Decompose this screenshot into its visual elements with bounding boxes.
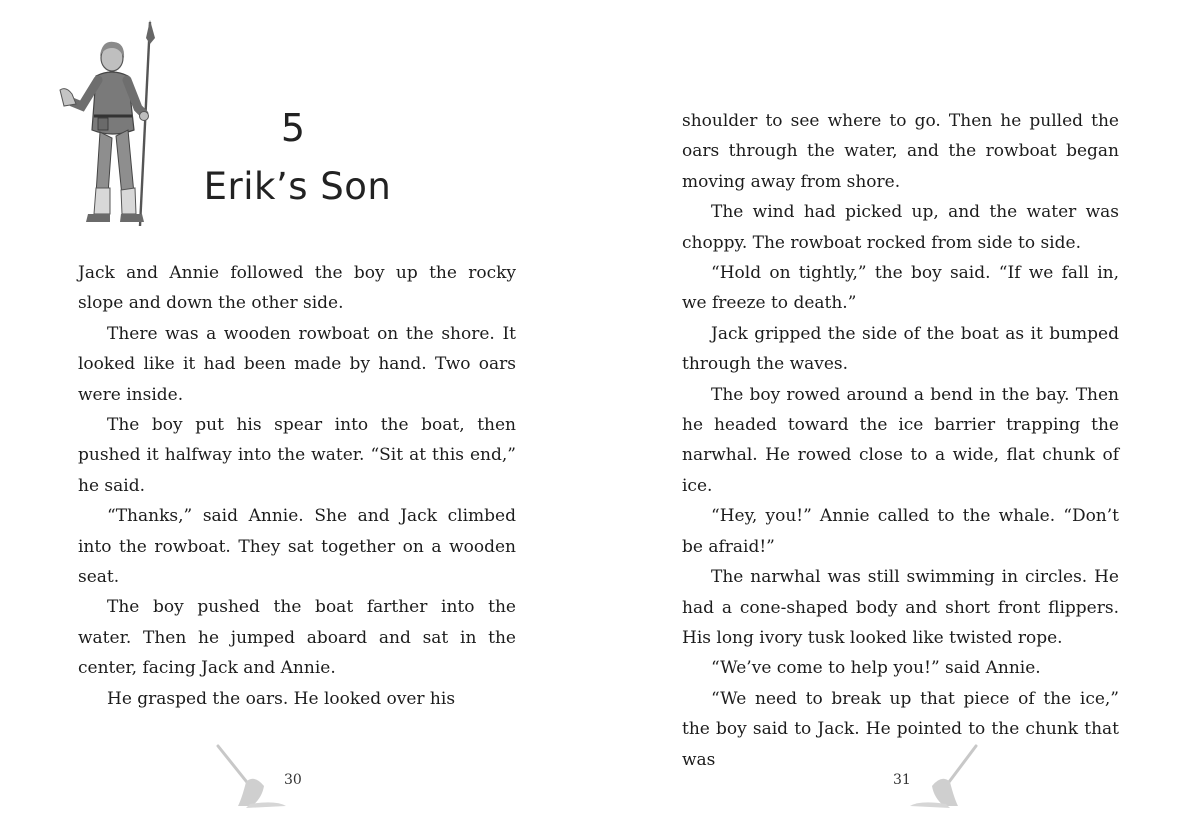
- paragraph: The boy pushed the boat farther into the water. Then he jumped aboard and sat in the center, facing Jack and Annie.: [78, 597, 516, 679]
- paragraph: “Hold on tightly,” the boy said. “If we fall in, we freeze to death.”: [682, 263, 1119, 314]
- narwhal-tail-icon: [216, 742, 326, 812]
- viking-boy-illustration-icon: [52, 18, 162, 230]
- paragraph: The boy rowed around a bend in the bay. Then he headed toward the ice barrier trapping the narwhal. He rowed close to a wide, flat chunk of ice.: [682, 384, 1119, 496]
- paragraph: He grasped the oars. He looked over his: [107, 688, 456, 709]
- chapter-title: Erik’s Son: [203, 165, 392, 208]
- right-page-body: [682, 106, 1119, 775]
- right-folio: [880, 742, 990, 812]
- paragraph: The boy put his spear into the boat, then pushed it halfway into the water. “Sit at this end,” he said.: [78, 415, 516, 496]
- paragraph: shoulder to see where to go. Then he pulled the oars through the water, and the rowboat began moving away from shore.: [682, 111, 1119, 192]
- paragraph: There was a wooden rowboat on the shore. It looked like it had been made by hand. Two oars were inside.: [78, 323, 516, 405]
- paragraph: The narwhal was still swimming in circles. He had a cone-shaped body and short front flippers. His long ivory tusk looked like twisted rope.: [682, 567, 1119, 648]
- left-folio: [216, 742, 326, 812]
- paragraph: The wind had picked up, and the water was choppy. The rowboat rocked from side to side.: [682, 202, 1119, 253]
- page-number: 30: [284, 772, 302, 788]
- page-number: 31: [893, 772, 911, 788]
- left-page-body: [78, 258, 516, 714]
- paragraph: Jack and Annie followed the boy up the rocky slope and down the other side.: [78, 263, 516, 314]
- paragraph: “Thanks,” said Annie. She and Jack climbed into the rowboat. They sat together on a wooden seat.: [78, 506, 516, 588]
- paragraph: Jack gripped the side of the boat as it bumped through the waves.: [682, 323, 1119, 375]
- paragraph: “We’ve come to help you!” said Annie.: [711, 658, 1041, 679]
- chapter-number: 5: [280, 106, 306, 150]
- paragraph: “We need to break up that piece of the ice,” the boy said to Jack. He pointed to the chunk that was: [682, 688, 1119, 770]
- paragraph: “Hey, you!” Annie called to the whale. “Don’t be afraid!”: [682, 506, 1119, 557]
